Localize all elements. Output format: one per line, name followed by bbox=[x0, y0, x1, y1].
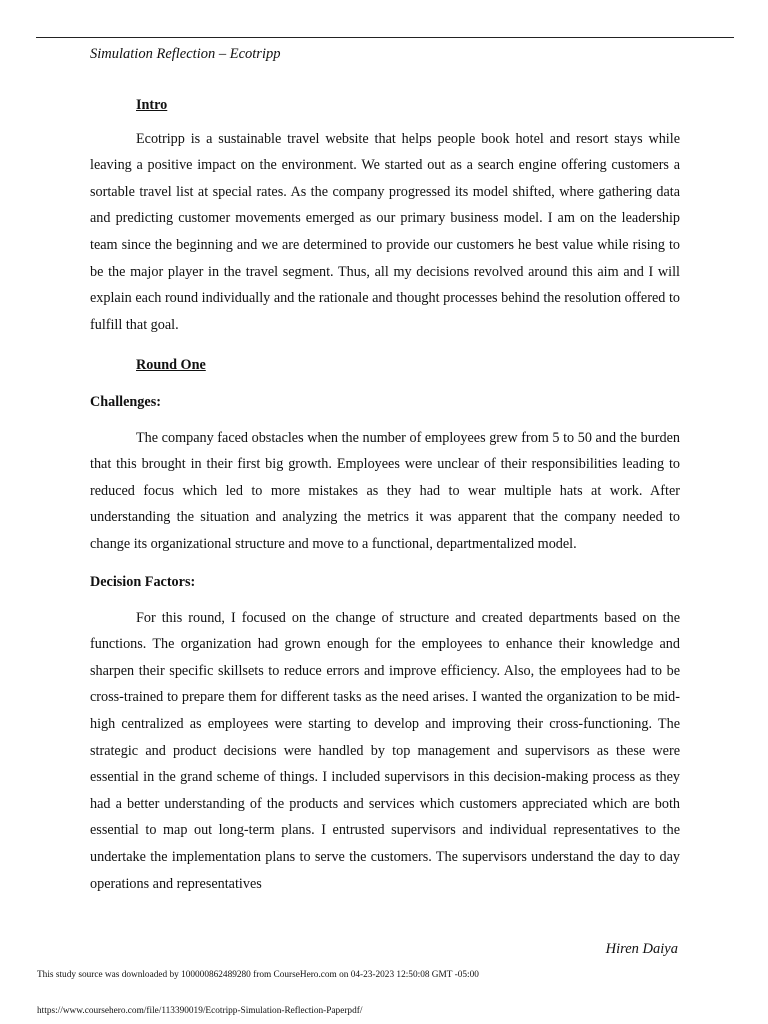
document-title: Simulation Reflection – Ecotripp bbox=[90, 46, 281, 62]
source-url[interactable]: https://www.coursehero.com/file/113390019/Ecotripp-Simulation-Reflection-Paperpdf/ bbox=[37, 1006, 363, 1016]
intro-paragraph: Ecotripp is a sustainable travel website that helps people book hotel and resort stays while leaving a positive impact on the environment. We started out as a search engine offering customers a sortable travel list at special rates. As the company progressed its model shifted, where gathering data and predicting customer movements emerged as our primary business model. I am on the leadership team since the beginning and we are determined to provide our customers he best value while rising to be the major player in the travel segment. Thus, all my decisions revolved around this aim and I will explain each round individually and the rationale and thought processes behind the resolution offered to fulfill that goal. bbox=[90, 130, 680, 333]
top-rule bbox=[36, 37, 734, 38]
challenges-paragraph: The company faced obstacles when the number of employees grew from 5 to 50 and the burden that this brought in their first big growth. Employees were unclear of their responsibilities leading to reduced focus which led to more mistakes as they had to wear multiple hats at work. After understanding the situation and analyzing the metrics it was apparent that the company needed to change its organizational structure and move to a functional, departmentalized model. bbox=[90, 429, 680, 552]
round-one-heading: Round One bbox=[136, 357, 206, 373]
download-note: This study source was downloaded by 100000862489280 from CourseHero.com on 04-23-2023 12:50:08 GMT -05:00 bbox=[37, 970, 479, 980]
round-one-section bbox=[90, 352, 680, 379]
author-name: Hiren Daiya bbox=[605, 941, 678, 957]
challenges-section bbox=[90, 389, 680, 558]
decision-factors-paragraph: For this round, I focused on the change of structure and created departments based on the functions. The organization had grown enough for the employees to enhance their knowledge and sharpen their specific skillsets to reduce errors and improve efficiency. Also, the employees had to be cross-trained to prepare them for different tasks as the need arises. I wanted the organization to be mid-high centralized as employees were starting to develop and improving their cross-functioning. The strategic and product decisions were handled by top management and supervisors as these were essential in the grand scheme of things. I included supervisors in this decision-making process as they had a better understanding of the products and services which customers appreciated which are both essential to map out long-term plans. I entrusted supervisors and individual representatives to the undertake the implementation plans to serve the customers. The supervisors understand the day to day operations and representatives bbox=[90, 609, 680, 892]
decision-factors-section bbox=[90, 569, 680, 897]
intro-section bbox=[90, 92, 680, 338]
decision-factors-heading: Decision Factors: bbox=[90, 574, 196, 590]
challenges-heading: Challenges: bbox=[90, 394, 161, 410]
intro-heading: Intro bbox=[136, 97, 168, 113]
